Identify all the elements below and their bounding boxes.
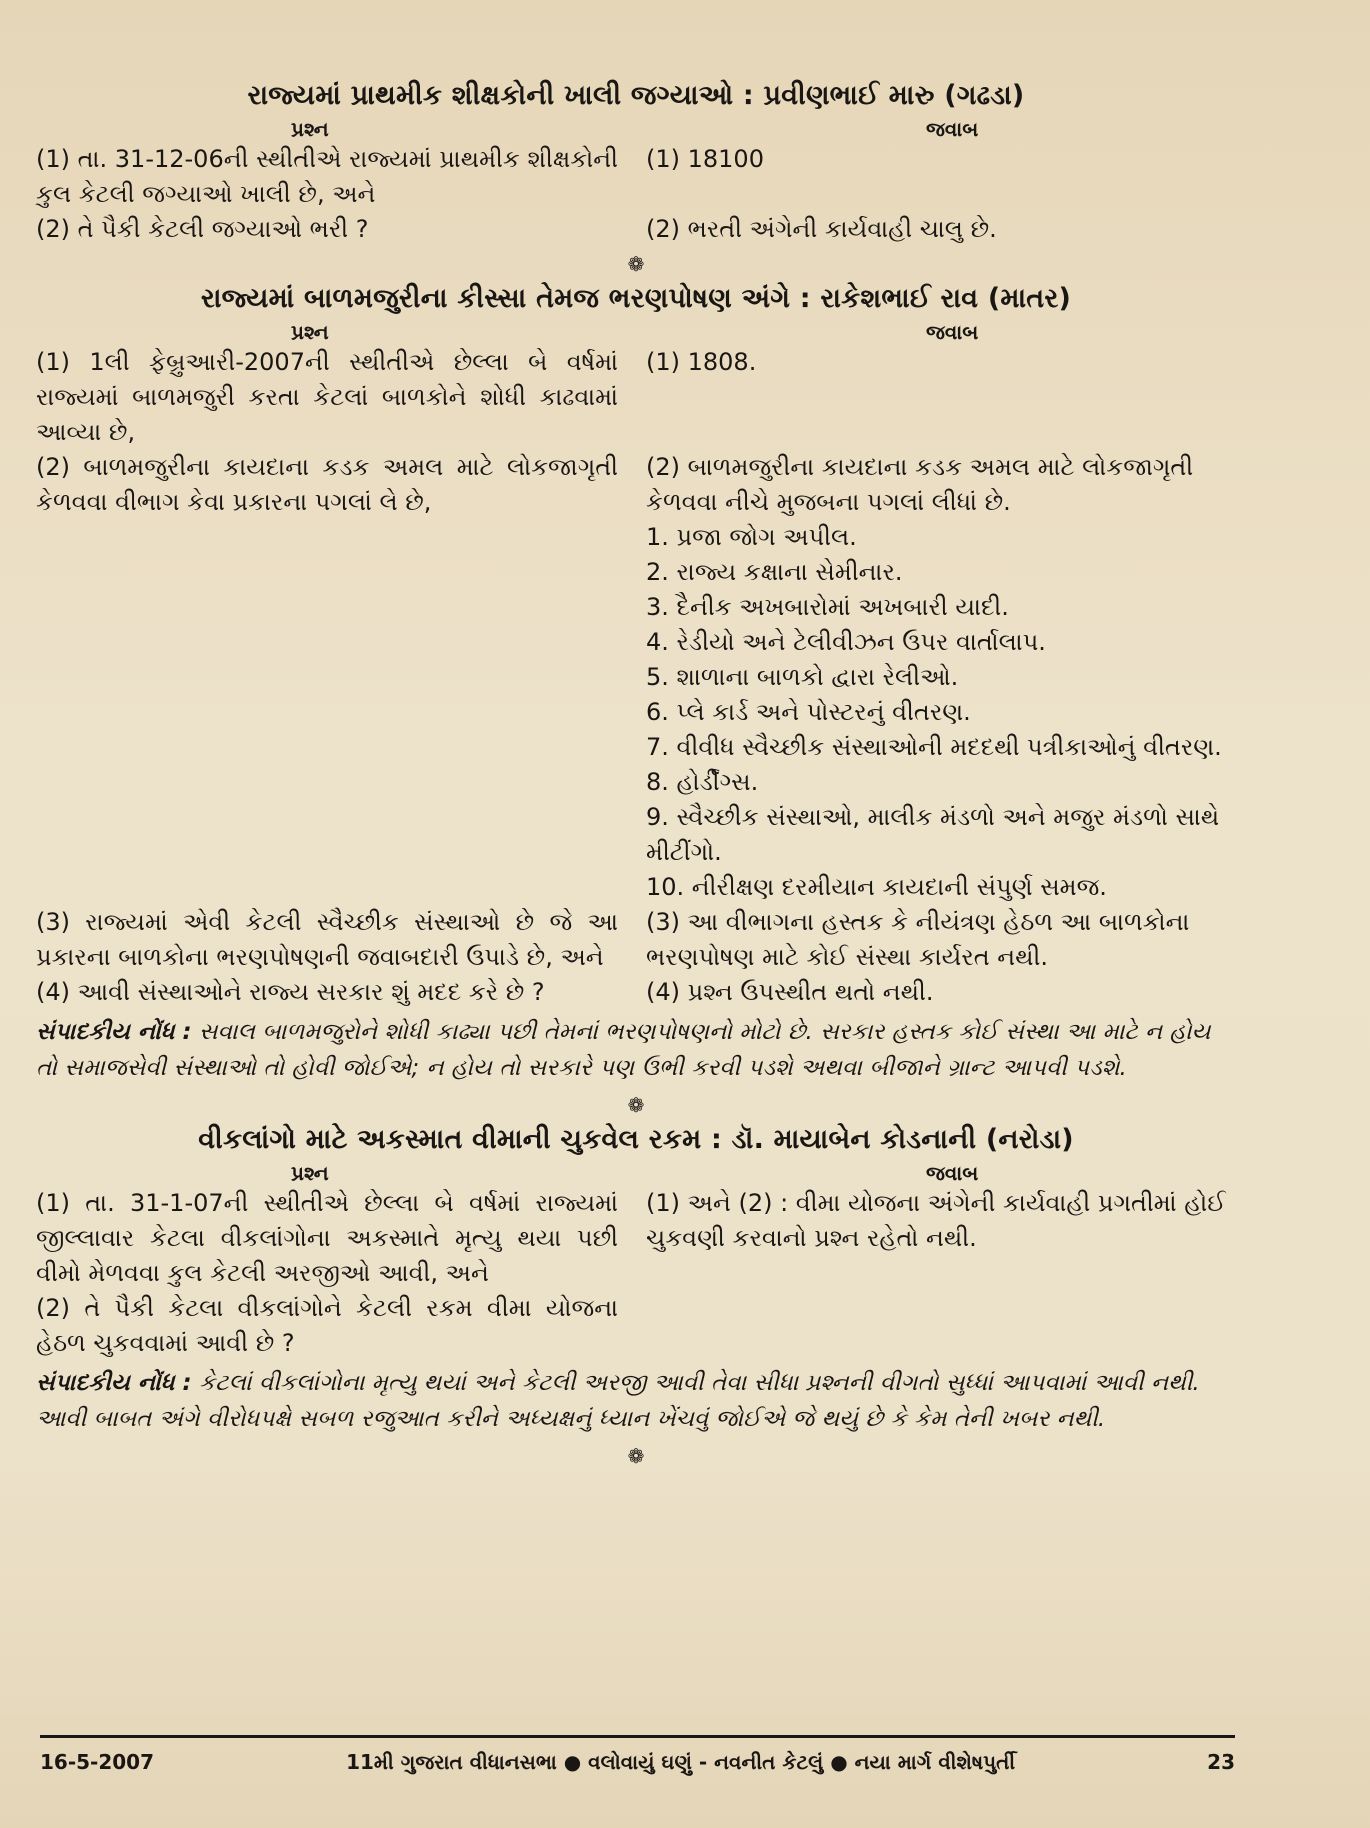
answer-text: (1) અને (2) : વીમા યોજના અંગેની કાર્યવાહી પ્રગતીમાં હોઈ ચુકવણી કરવાનો પ્રશ્ન રહેતો નથી. [646, 1189, 1226, 1252]
question-text: (1) 1લી ફેબ્રુઆરી-2007ની સ્થીતીએ છેલ્લા બે વર્ષમાં રાજ્યમાં બાળમજુરી કરતા કેટલાં બાળકોને શોધી કાઢવામાં આવ્યા છે, [36, 348, 618, 446]
qa-header [36, 319, 1236, 345]
question-text: (2) તે પૈકી કેટલી જગ્યાઓ ભરી ? [36, 215, 369, 243]
qa-row [36, 975, 1236, 1010]
answer-heading: જવાબ [926, 320, 979, 344]
note-label: સંપાદકીય નોંધ : [36, 1019, 192, 1045]
question-group [36, 1186, 636, 1361]
question-heading: પ્રશ્ન [291, 117, 329, 141]
page-footer [40, 1735, 1235, 1774]
section-child-labour [36, 281, 1236, 1086]
section-divider-icon: ❁ [627, 252, 645, 276]
section-title: રાજ્યમાં બાળમજુરીના કીસ્સા તેમજ ભરણપોષણ અંગે : રાકેશભાઈ રાવ (માતર) [200, 283, 1072, 314]
qa-row [36, 450, 1236, 905]
qa-header [36, 116, 1236, 142]
list-item: 1. પ્રજા જોગ અપીલ. [646, 523, 857, 551]
question-text: (1) તા. 31-12-06ની સ્થીતીએ રાજ્યમાં પ્રાથમીક શીક્ષકોની કુલ કેટલી જગ્યાઓ ખાલી છે, અને [36, 145, 618, 208]
question-heading: પ્રશ્ન [291, 320, 329, 344]
list-item: 3. દૈનીક અખબારોમાં અખબારી યાદી. [646, 593, 1009, 621]
question-text: (1) તા. 31-1-07ની સ્થીતીએ છેલ્લા બે વર્ષમાં રાજ્યમાં જીલ્લાવાર કેટલા વીકલાંગોના અકસ્માતે મૃત્યુ થયા પછી વીમો મેળવવા કુલ કેટલી અરજીઓ આવી, અને [36, 1189, 618, 1287]
list-item: 4. રેડીયો અને ટેલીવીઝન ઉપર વાર્તાલાપ. [646, 628, 1046, 656]
qa-row [36, 1186, 1236, 1361]
note-text: કેટલાં વીકલાંગોના મૃત્યુ થયાં અને કેટલી અરજી આવી તેવા સીધા પ્રશ્નની વીગતો સુધ્ધાં આપવામાં આવી નથી. આવી બાબત અંગે વીરોધપક્ષે સબળ રજુઆત કરીને અધ્યક્ષનું ધ્યાન ખેંચવું જોઈએ જે થયું છે કે કેમ તેની ખબર નથી. [36, 1370, 1200, 1432]
section-divider-icon: ❁ [627, 1444, 645, 1468]
list-item: 6. પ્લે કાર્ડ અને પોસ્ટરનું વીતરણ. [646, 698, 971, 726]
section-title: રાજ્યમાં પ્રાથમીક શીક્ષકોની ખાલી જગ્યાઓ : પ્રવીણભાઈ મારુ (ગઢડા) [247, 80, 1025, 111]
section-primary-teachers [36, 78, 1236, 247]
answer-intro: (2) બાળમજુરીના કાયદાના કડક અમલ માટે લોકજાગૃતી કેળવવા નીચે મુજબના પગલાં લીધાં છે. [646, 453, 1194, 516]
qa-row [36, 345, 1236, 450]
answer-text: (1) 18100 [646, 145, 764, 173]
answer-heading: જવાબ [926, 1161, 979, 1185]
answer-text [636, 450, 1236, 905]
list-item: 8. હોર્ડીંગ્સ. [646, 768, 759, 796]
section-disabled-insurance [36, 1122, 1236, 1471]
qa-row [36, 142, 1236, 212]
answer-heading: જવાબ [926, 117, 979, 141]
page-number: 23 [1207, 1750, 1235, 1774]
answer-text: (1) 1808. [646, 348, 757, 376]
note-text: સવાલ બાળમજુરોને શોધી કાઢ્યા પછી તેમનાં ભરણપોષણનો મોટો છે. સરકાર હસ્તક કોઈ સંસ્થા આ માટે ન હોય તો સમાજસેવી સંસ્થાઓ તો હોવી જોઈએ; ન હોય તો સરકારે પણ ઉભી કરવી પડશે અથવા બીજાને ગ્રાન્ટ આપવી પડશે. [36, 1019, 1211, 1081]
footer-publication: 11મી ગુજરાત વીધાનસભા ● વલોવાયું ઘણું - નવનીત કેટલું ● નયા માર્ગ વીશેષપુર્તી [346, 1750, 1016, 1774]
list-item: 5. શાળાના બાળકો દ્વારા રેલીઓ. [646, 663, 959, 691]
answer-text: (2) ભરતી અંગેની કાર્યવાહી ચાલુ છે. [646, 215, 997, 243]
question-text: (2) બાળમજુરીના કાયદાના કડક અમલ માટે લોકજાગૃતી કેળવવા વીભાગ કેવા પ્રકારના પગલાં લે છે, [36, 453, 618, 516]
note-label: સંપાદકીય નોંધ : [36, 1370, 192, 1396]
article-body [36, 78, 1236, 1473]
question-heading: પ્રશ્ન [291, 1161, 329, 1185]
list-item: 9. સ્વૈચ્છીક સંસ્થાઓ, માલીક મંડળો અને મજુર મંડળો સાથે મીટીંગો. [646, 803, 1220, 866]
footer-date: 16-5-2007 [40, 1750, 155, 1774]
editorial-note [36, 1014, 1236, 1086]
question-text: (3) રાજ્યમાં એવી કેટલી સ્વૈચ્છીક સંસ્થાઓ છે જે આ પ્રકારના બાળકોના ભરણપોષણની જવાબદારી ઉપાડે છે, અને [36, 908, 618, 971]
section-divider-icon: ❁ [627, 1093, 645, 1117]
qa-row [36, 212, 1236, 247]
qa-row [36, 905, 1236, 975]
list-item: 10. નીરીક્ષણ દરમીયાન કાયદાની સંપુર્ણ સમજ. [646, 873, 1107, 901]
question-text: (4) આવી સંસ્થાઓને રાજ્ય સરકાર શું મદદ કરે છે ? [36, 978, 545, 1006]
editorial-note [36, 1365, 1236, 1437]
qa-header [36, 1160, 1236, 1186]
list-item: 2. રાજ્ય કક્ષાના સેમીનાર. [646, 558, 903, 586]
answer-text: (3) આ વીભાગના હસ્તક કે નીયંત્રણ હેઠળ આ બાળકોના ભરણપોષણ માટે કોઈ સંસ્થા કાર્યરત નથી. [646, 908, 1190, 971]
answer-text: (4) પ્રશ્ન ઉપસ્થીત થતો નથી. [646, 978, 934, 1006]
section-title: વીકલાંગો માટે અકસ્માત વીમાની ચુકવેલ રકમ : ડૉ. માયાબેન કોડનાની (નરોડા) [198, 1124, 1074, 1155]
question-text: (2) તે પૈકી કેટલા વીકલાંગોને કેટલી રકમ વીમા યોજના હેઠળ ચુકવવામાં આવી છે ? [36, 1294, 618, 1357]
list-item: 7. વીવીધ સ્વૈચ્છીક સંસ્થાઓની મદદથી પત્રીકાઓનું વીતરણ. [646, 733, 1222, 761]
